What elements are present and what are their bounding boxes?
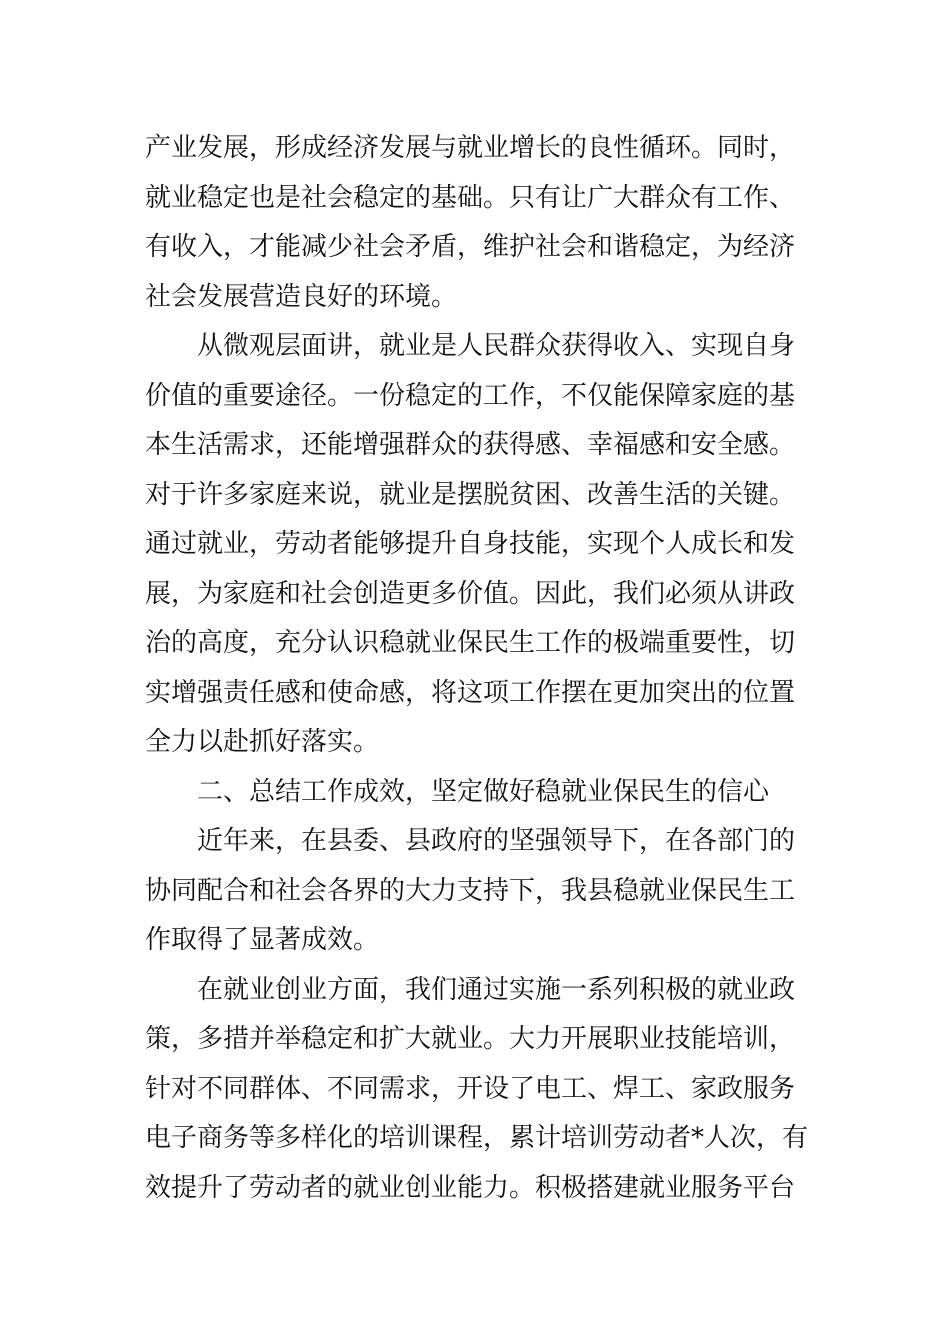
document-body: [145, 124, 810, 1213]
text-line: 产业发展，形成经济发展与就业增长的良性循环。同时，: [145, 133, 796, 163]
text-line: 协同配合和社会各界的大力支持下，我县稳就业保民生工: [145, 875, 796, 906]
text-line: 治的高度，充分认识稳就业保民生工作的极端重要性，切: [145, 628, 796, 658]
text-line: 社会发展营造良好的环境。: [145, 281, 458, 312]
section-heading: 二、总结工作成效，坚定做好稳就业保民生的信心: [197, 776, 770, 807]
paragraph-first-line: 从微观层面讲，就业是人民群众获得收入、实现自身: [197, 331, 796, 361]
text-line: 针对不同群体、不同需求，开设了电工、焊工、家政服务: [145, 1073, 796, 1104]
text-line: 展，为家庭和社会创造更多价值。因此，我们必须从讲政: [145, 578, 796, 609]
text-line: 就业稳定也是社会稳定的基础。只有让广大群众有工作、: [145, 182, 796, 213]
text-line: 全力以赴抓好落实。: [145, 727, 380, 757]
text-line: 价值的重要途径。一份稳定的工作，不仅能保障家庭的基: [145, 380, 796, 411]
text-line: 对于许多家庭来说，就业是摆脱贫困、改善生活的关键。: [145, 479, 796, 510]
text-line: 实增强责任感和使命感，将这项工作摆在更加突出的位置: [145, 677, 796, 708]
text-line: 本生活需求，还能增强群众的获得感、幸福感和安全感。: [145, 430, 796, 460]
text-line: 效提升了劳动者的就业创业能力。积极搭建就业服务平台: [145, 1172, 796, 1203]
text-line: 作取得了显著成效。: [145, 925, 380, 955]
text-line: 有收入，才能减少社会矛盾，维护社会和谐稳定，为经济: [145, 232, 796, 262]
text-line: 策，多措并举稳定和扩大就业。大力开展职业技能培训，: [145, 1024, 796, 1054]
paragraph-first-line: 在就业创业方面，我们通过实施一系列积极的就业政: [197, 974, 796, 1005]
text-line: 通过就业，劳动者能够提升自身技能，实现个人成长和发: [145, 529, 796, 559]
text-line: 电子商务等多样化的培训课程，累计培训劳动者*人次，有: [145, 1123, 809, 1153]
paragraph-first-line: 近年来，在县委、县政府的坚强领导下，在各部门的: [197, 826, 796, 856]
